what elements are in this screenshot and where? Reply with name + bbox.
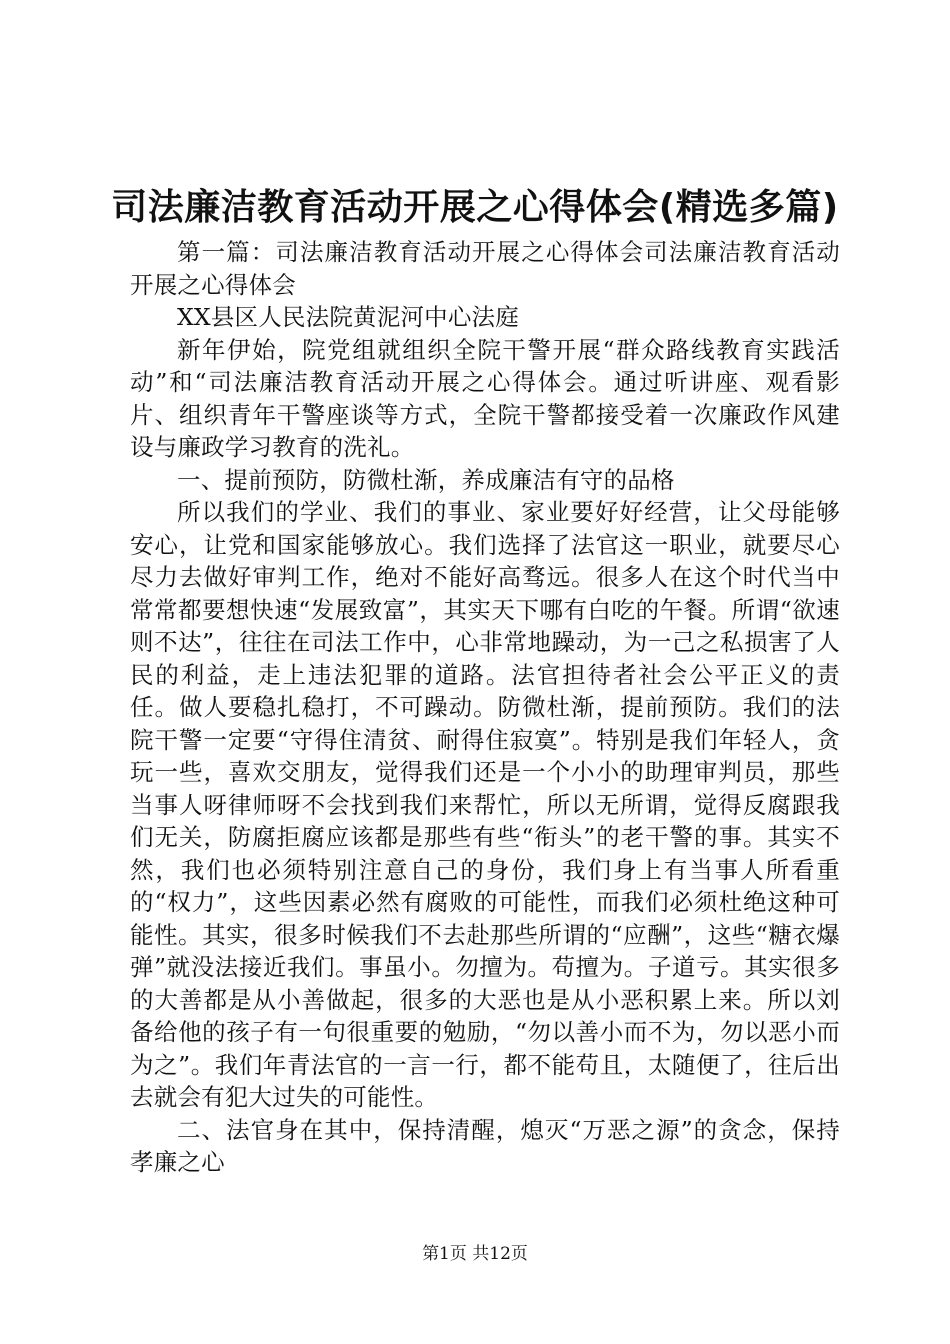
section-heading-2: 二、法官身在其中，保持清醒，熄灭“万恶之源”的贪念，保持孝廉之心 (130, 1115, 840, 1176)
document-title: 司法廉洁教育活动开展之心得体会(精选多篇) (111, 187, 839, 228)
paragraph-court-name: XX县区人民法院黄泥河中心法庭 (177, 303, 519, 331)
section-heading-1: 一、提前预防，防微杜渐，养成廉洁有守的品格 (177, 465, 675, 494)
paragraph-intro: 新年伊始，院党组就组织全院干警开展“群众路线教育实践活动”和“司法廉洁教育活动开展之心得体会。通过听讲座、观看影片、组织青年干警座谈等方式，全院干警都接受着一次廉政作风建设与廉政学习教育的洗礼。 (130, 335, 840, 461)
paragraph-heading-first-article: 第一篇：司法廉洁教育活动开展之心得体会司法廉洁教育活动开展之心得体会 (130, 238, 840, 299)
document-body (130, 236, 840, 1179)
paragraph-section-1-body: 所以我们的学业、我们的事业、家业要好好经营，让父母能够安心，让党和国家能够放心。我们选择了法官这一职业，就要尽心尽力去做好审判工作，绝对不能好高骛远。很多人在这个时代当中常常都要想快速“发展致富”，其实天下哪有白吃的午餐。所谓“欲速则不达”，往往在司法工作中，心非常地躁动，为一己之私损害了人民的利益，走上违法犯罪的道路。法官担待者社会公平正义的责任。做人要稳扎稳打，不可躁动。防微杜渐，提前预防。我们的法院干警一定要“守得住清贫、耐得住寂寞”。特别是我们年轻人，贪玩一些，喜欢交朋友，觉得我们还是一个小小的助理审判员，那些当事人呀律师呀不会找到我们来帮忙，所以无所谓，觉得反腐跟我们无关，防腐拒腐应该都是那些有些“衔头”的老干警的事。其实不然，我们也必须特别注意自己的身份，我们身上有当事人所看重的“权力”，这些因素必然有腐败的可能性，而我们必须杜绝这种可能性。其实，很多时候我们不去赴那些所谓的“应酬”，这些“糖衣爆弹”就没法接近我们。事虽小。勿擅为。苟擅为。子道亏。其实很多的大善都是从小善做起，很多的大恶也是从小恶积累上来。所以刘备给他的孩子有一句很重要的勉励，“勿以善小而不为，勿以恶小而为之”。我们年青法官的一言一行，都不能苟且，太随便了，往后出去就会有犯大过失的可能性。 (130, 498, 840, 1111)
page-number-footer: 第1页 共12页 (422, 1244, 528, 1264)
